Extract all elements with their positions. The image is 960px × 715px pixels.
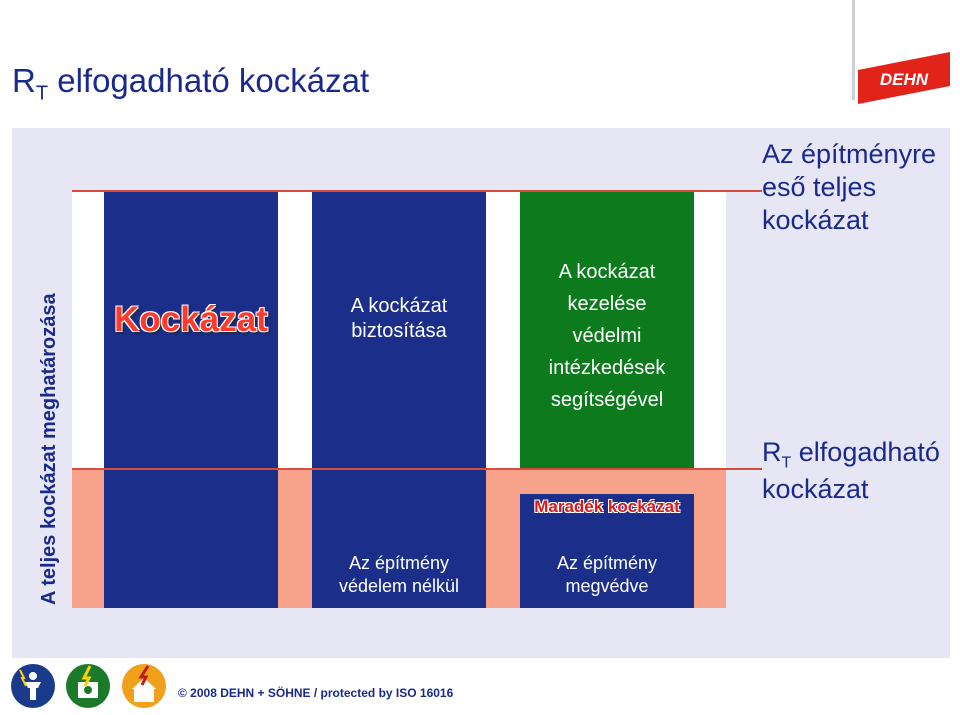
svg-text:DEHN: DEHN	[879, 70, 929, 89]
right-strip-white	[694, 192, 726, 470]
person-protection-icon	[11, 664, 55, 708]
right-strip-salmon	[694, 470, 726, 608]
total-risk-line	[72, 190, 762, 192]
unprotected-column	[312, 192, 486, 608]
left-strip-white	[72, 192, 104, 470]
equipment-protection-icon	[66, 664, 110, 708]
dehn-logo	[858, 52, 950, 109]
gap-strip-salmon-2	[486, 470, 520, 608]
gap-strip-white	[278, 192, 312, 470]
gap-strip-salmon	[278, 470, 312, 608]
left-strip-salmon	[72, 470, 104, 608]
building-protection-icon	[122, 664, 166, 708]
megvedve-label: Az építmény megvédve	[556, 553, 658, 596]
kezelese-label: A kockázat kezelése védelmi intézkedések segítségével	[548, 261, 666, 411]
residual-risk-block	[520, 470, 694, 494]
page-title: $R_T$ elfogadható kockázat	[12, 62, 370, 105]
maradek-label: Maradék kockázat	[534, 497, 680, 516]
risk-column	[104, 192, 278, 608]
logo-divider	[852, 0, 855, 100]
nelkul-label: Az építmény védelem nélkül	[338, 553, 460, 596]
rt-label: $R_T$ elfogadható kockázat	[762, 437, 940, 504]
biztositas-label: A kockázat biztosítása	[350, 295, 448, 342]
total-risk-label: Az építményre eső teljes kockázat	[762, 139, 937, 235]
kockazat-label: Kockázat	[114, 300, 268, 339]
vertical-label: A teljes kockázat meghatározása	[38, 293, 60, 605]
footer-copyright: © 2008 DEHN + SÖHNE / protected by ISO 16016	[178, 686, 454, 700]
gap-strip-white-2	[486, 192, 520, 470]
acceptable-risk-line	[72, 468, 762, 470]
footer-icons	[10, 662, 170, 715]
